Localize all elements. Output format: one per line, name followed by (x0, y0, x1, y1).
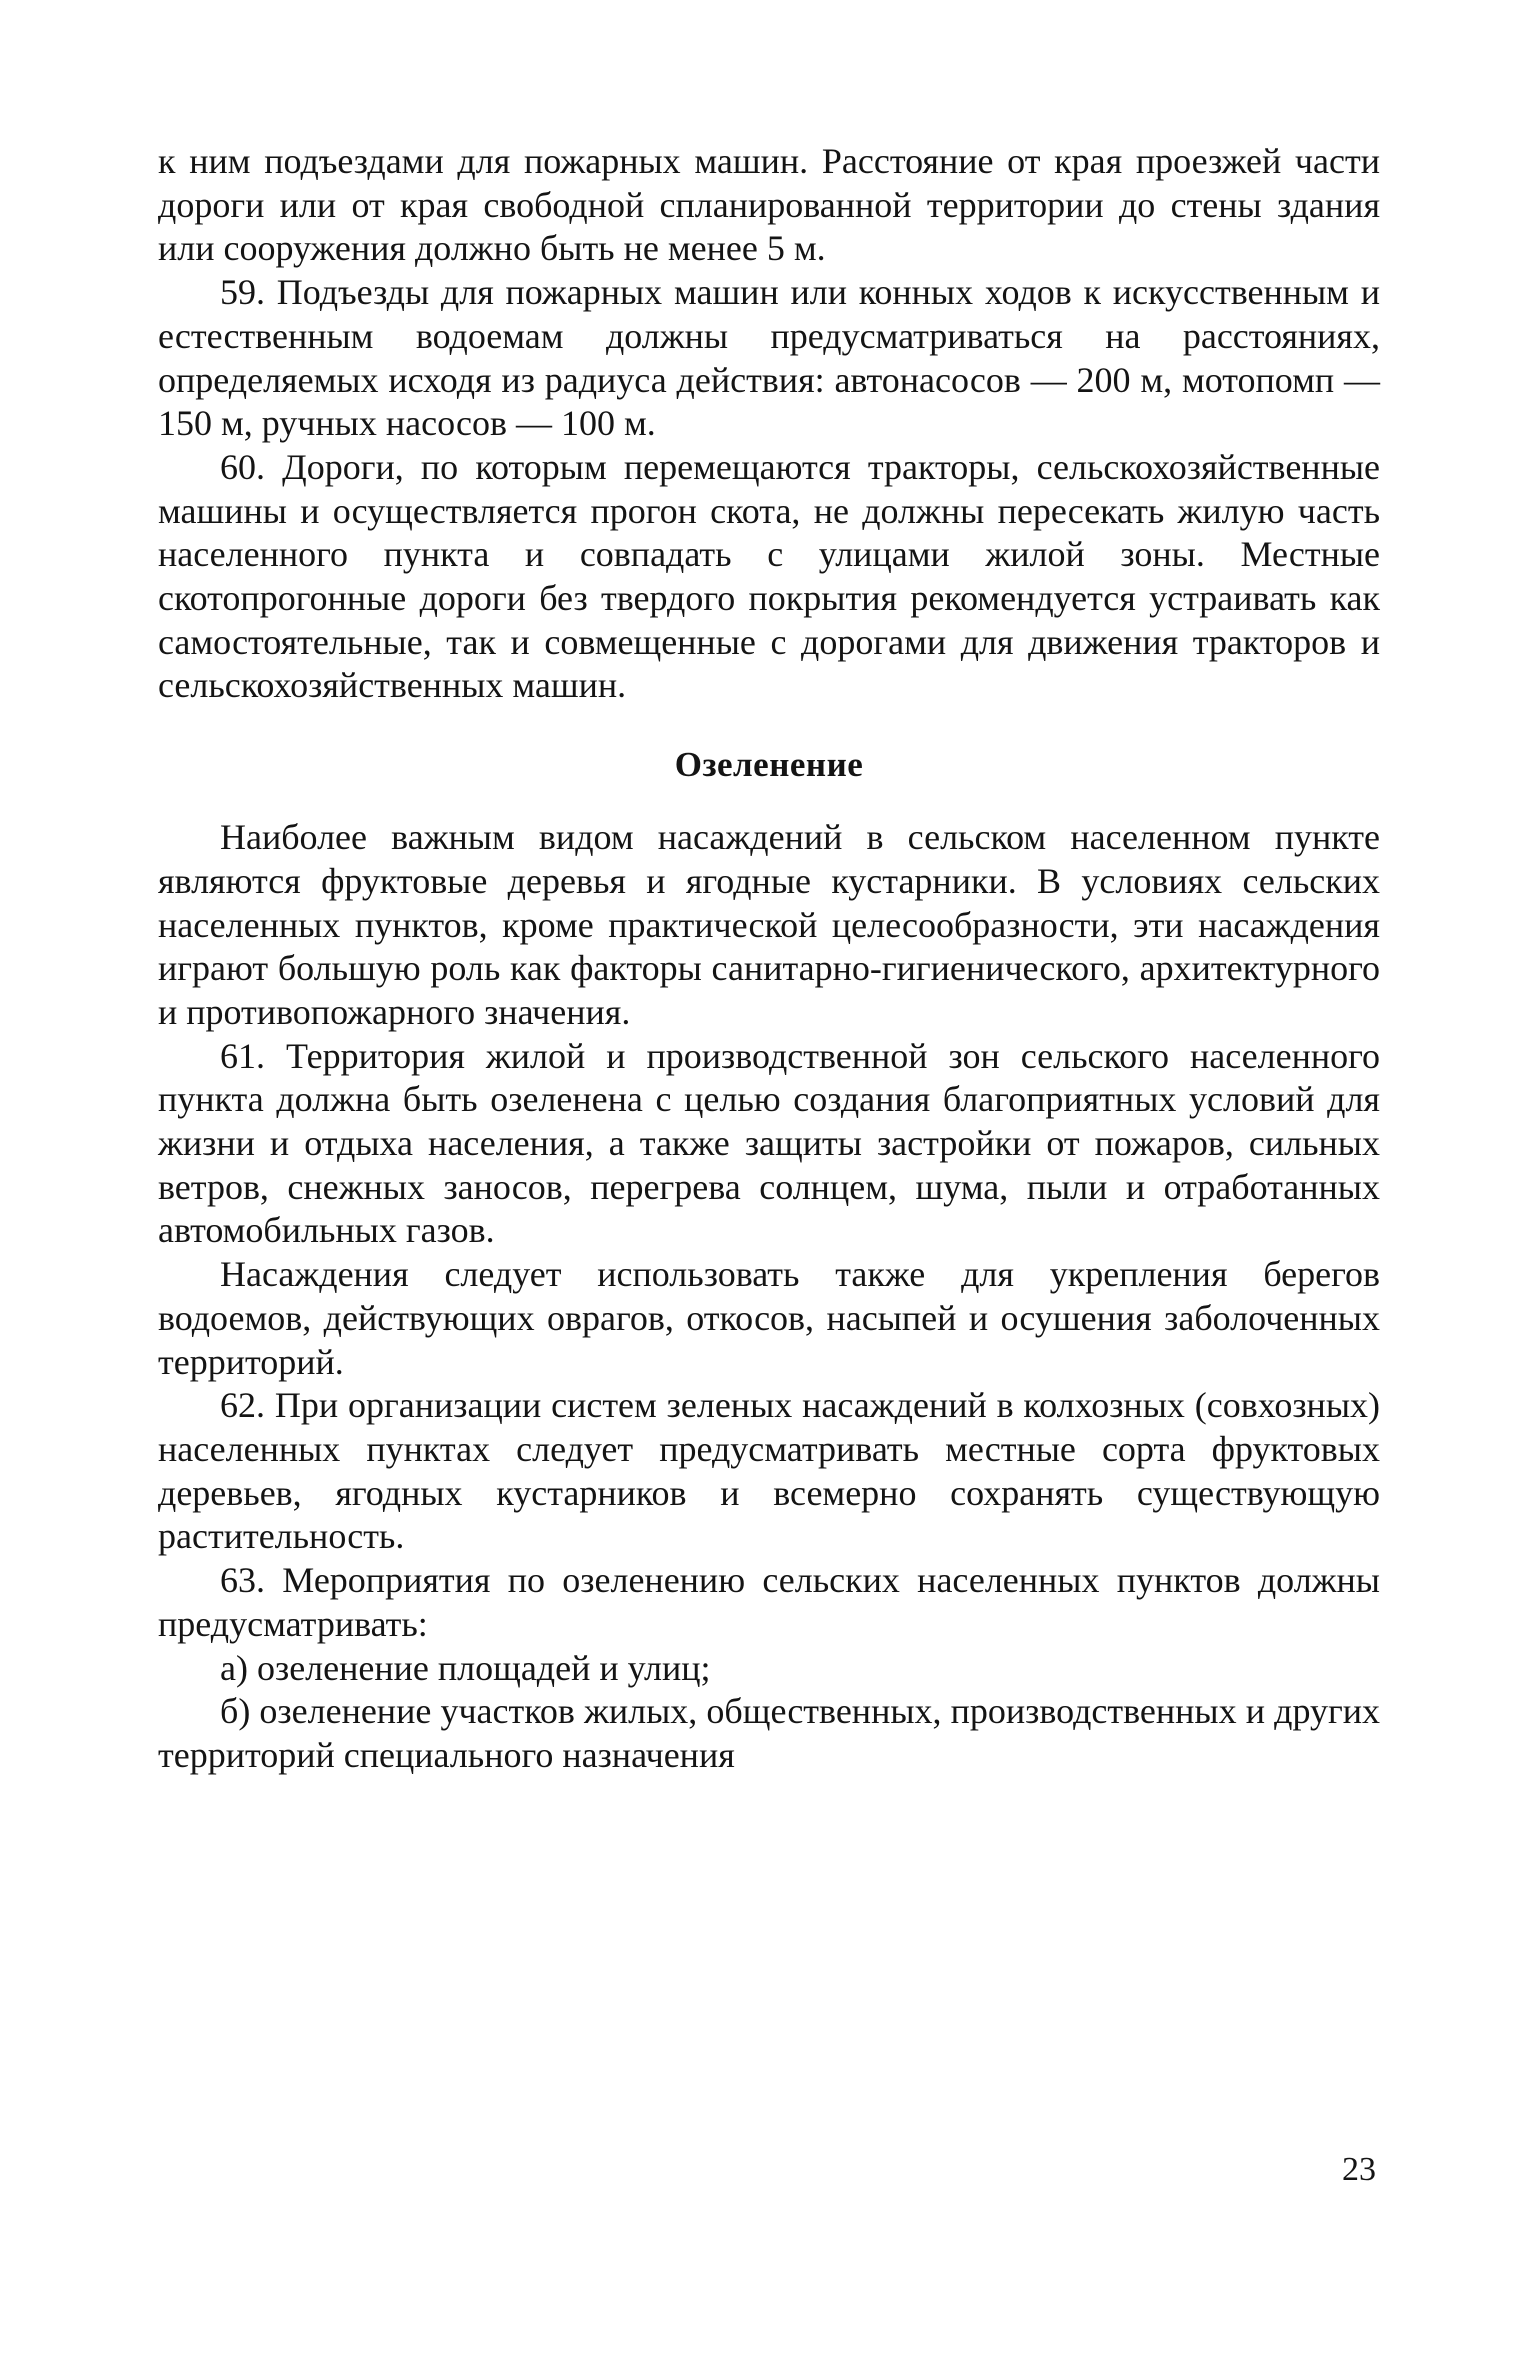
paragraph-63-item-b: б) озеленение участков жилых, общественных, производственных и других территорий специального назначения (158, 1691, 1380, 1775)
page-number: 23 (1342, 2151, 1376, 2188)
paragraph-62: 62. При организации систем зеленых насаждений в колхозных (совхозных) населенных пунктах следует предусматривать местные сорта фруктовых деревьев, ягодных кустарников и всемерно сохранять существующую растительность. (158, 1385, 1380, 1557)
paragraph-60: 60. Дороги, по которым перемещаются тракторы, сельскохозяйственные машины и осуществляется прогон скота, не должны пересекать жилую часть населенного пункта и совпадать с улицами жилой зоны. Местные скотопрогонные дороги без твердого покрытия рекомендуется устраивать как самостоятельные, так и совмещенные с дорогами для движения тракторов и сельскохозяйственных машин. (158, 446, 1380, 706)
paragraph-intro: Наиболее важным видом насаждений в сельском населенном пункте являются фруктовые деревья и ягодные кустарники. В условиях сельских населенных пунктов, кроме практической целесообразности, эти насаждения играют большую роль как факторы санитарно-гигиенического, архитектурного и противопожарного значения. (158, 817, 1380, 1032)
paragraph-63: 63. Мероприятия по озеленению сельских населенных пунктов должны предусматривать: (158, 1560, 1380, 1644)
paragraph-59: 59. Подъезды для пожарных машин или конных ходов к искусственным и естественным водоемам должны предусматриваться на расстояниях, определяемых исходя из радиуса действия: автонасосов — 200 м, мотопомп — 150 м, ручных насосов — 100 м. (158, 272, 1380, 444)
paragraph-61: 61. Территория жилой и производственной зон сельского населенного пункта должна быть озеленена с целью создания благоприятных условий для жизни и отдыха населения, а также защиты застройки от пожаров, сильных ветров, снежных заносов, перегрева солнцем, шума, пыли и отработанных автомобильных газов. (158, 1035, 1380, 1251)
paragraph-61-continued: Насаждения следует использовать также для укрепления берегов водоемов, действующих оврагов, откосов, насыпей и осушения заболоченных территорий. (158, 1254, 1380, 1382)
page-body (158, 140, 1380, 1778)
paragraph-continuation: к ним подъездами для пожарных машин. Расстояние от края проезжей части дороги или от края свободной спланированной территории до стены здания или сооружения должно быть не менее 5 м. (158, 141, 1380, 269)
section-heading: Озеленение (674, 745, 864, 785)
paragraph-63-item-a: а) озеленение площадей и улиц; (220, 1647, 711, 1688)
